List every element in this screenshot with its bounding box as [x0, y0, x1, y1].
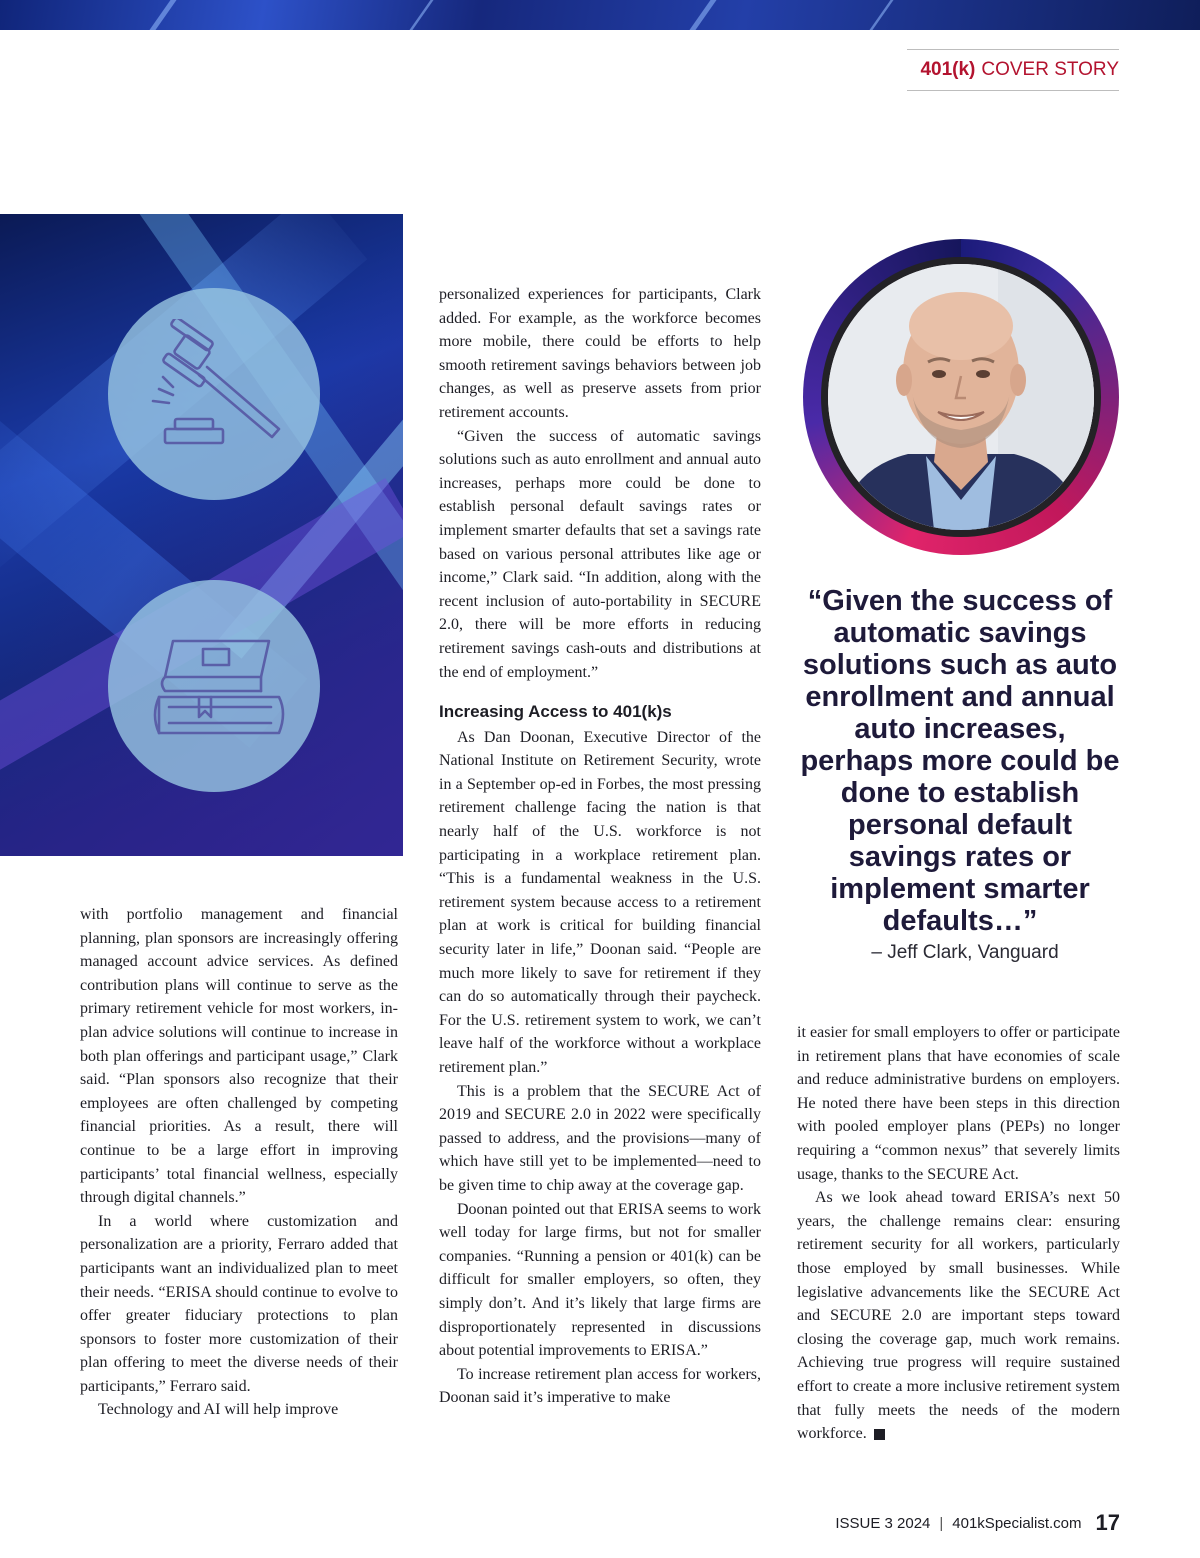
portrait-border	[821, 257, 1101, 537]
body-paragraph: with portfolio management and financial planning, plan sponsors are increasingly offering managed account advice services. As defined contribution plans will continue to serve as the primary retirement vehicle for most workers, in-plan advice solutions will continue to increase in both plan offerings and participant usage,” Clark said. “Plan sponsors also recognize that their employees are often challenged by competing financial priorities. As a result, there will continue to be a large effort in improving participants’ total financial wellness, especially through digital channels.”	[80, 906, 398, 1207]
closing-paragraph-text: As we look ahead toward ERISA’s next 50 years, the challenge remains clear: ensuring retirement security for all workers, particularly those employed by small businesses. While legislative advancements like the SECURE Act and SECURE 2.0 are important steps toward closing the coverage gap, much work remains. Achieving true progress will require sustained effort to create a more inclusive retirement system that fully meets the needs of the modern workforce.	[797, 1189, 1120, 1443]
illustration-panel	[0, 214, 403, 856]
body-paragraph: In a world where customization and personalization are a priority, Ferraro added that participants want an individualized plan to meet their needs. “ERISA should continue to evolve to offer greater fiduciary protections to plan sponsors to foster more customization of their plan offering to meet the diverse needs of their participants,” Ferraro said.	[80, 1212, 398, 1395]
body-paragraph: it easier for small employers to offer or participate in retirement plans that have economies of scale and reduce administrative burdens on employers. He noted there have been steps in this direction with pooled employer plans (PEPs) no longer requiring a “common nexus” that severely limits usage, thanks to the SECURE Act.	[797, 1024, 1120, 1183]
body-paragraph: Technology and AI will help improve	[98, 1401, 339, 1419]
portrait-frame	[803, 239, 1119, 555]
article-column-left	[80, 903, 398, 1422]
books-icon	[129, 611, 299, 761]
section-tag-title: COVER STORY	[981, 59, 1119, 80]
article-column-middle	[439, 283, 761, 1410]
body-paragraph: Doonan pointed out that ERISA seems to work well today for large firms, but not for smaller companies. “Running a pension or 401(k) can be difficult for smaller employers, so often, they simply don’t. And it’s likely that large firms are disproportionately represented in discussions about potential improvements to ERISA.”	[439, 1200, 761, 1360]
end-mark-icon: K	[874, 1429, 885, 1440]
issue-label: ISSUE 3 2024	[835, 1514, 931, 1532]
body-paragraph: personalized experiences for participants, Clark added. For example, as the workforce becomes more mobile, there could be efforts to help smooth retirement savings behaviors between job changes, as well as preserve assets from prior retirement accounts.	[439, 286, 761, 421]
body-paragraph: This is a problem that the SECURE Act of 2019 and SECURE 2.0 in 2022 were specifically passed to address, and the provisions—many of which have still yet to be implemented—need to be given time to chip away at the coverage gap.	[439, 1082, 761, 1194]
article-column-right	[797, 1021, 1120, 1446]
body-paragraph: “Given the success of automatic savings solutions such as auto enrollment and annual auto increases, perhaps more could be done to establish personal default savings rates or implement smarter defaults that set a savings rate based on various personal attributes like age or income,” Clark said. “In addition, along with the recent inclusion of auto-portability in SECURE 2.0, there will be more efforts in reducing retirement savings cash-outs and distributions at the end of employment.”	[439, 427, 761, 681]
section-heading: Increasing Access to 401(k)s	[439, 702, 672, 722]
books-circle	[108, 580, 320, 792]
body-paragraph: To increase retirement plan access for workers, Doonan said it’s imperative to make	[439, 1365, 761, 1407]
page-number: 17	[1095, 1510, 1120, 1535]
footer-separator: |	[939, 1514, 944, 1532]
pull-quote: “Given the success of automatic savings solutions such as auto enrollment and annual auto increases, perhaps more could be done to establish personal default savings rates or implement smarter defaults…”	[800, 585, 1120, 937]
gavel-icon	[129, 319, 299, 469]
website-label: 401kSpecialist.com	[952, 1514, 1082, 1532]
portrait-illustration	[828, 264, 1094, 530]
page-footer	[835, 1506, 1120, 1540]
gavel-circle	[108, 288, 320, 500]
portrait-photo	[828, 264, 1094, 530]
section-tag	[907, 49, 1119, 91]
body-paragraph	[797, 1186, 1120, 1446]
section-tag-bold: 401(k)	[920, 59, 976, 80]
body-paragraph: As Dan Doonan, Executive Director of the National Institute on Retirement Security, wrote in a September op-ed in Forbes, the most pressing retirement challenge facing the nation is that nearly half of the U.S. workforce is not participating in a workplace retirement plan. “This is a fundamental weakness in the U.S. retirement system because access to a retirement plan at work is critical for building financial security later in life,” Doonan said. “People are much more likely to save for retirement if they can do so automatically through their paycheck. For the U.S. retirement system to work, we can’t leave half of the workforce without a workplace retirement plan.”	[439, 728, 761, 1076]
top-decorative-band	[0, 0, 1200, 30]
pull-quote-attribution: – Jeff Clark, Vanguard	[871, 942, 1059, 963]
